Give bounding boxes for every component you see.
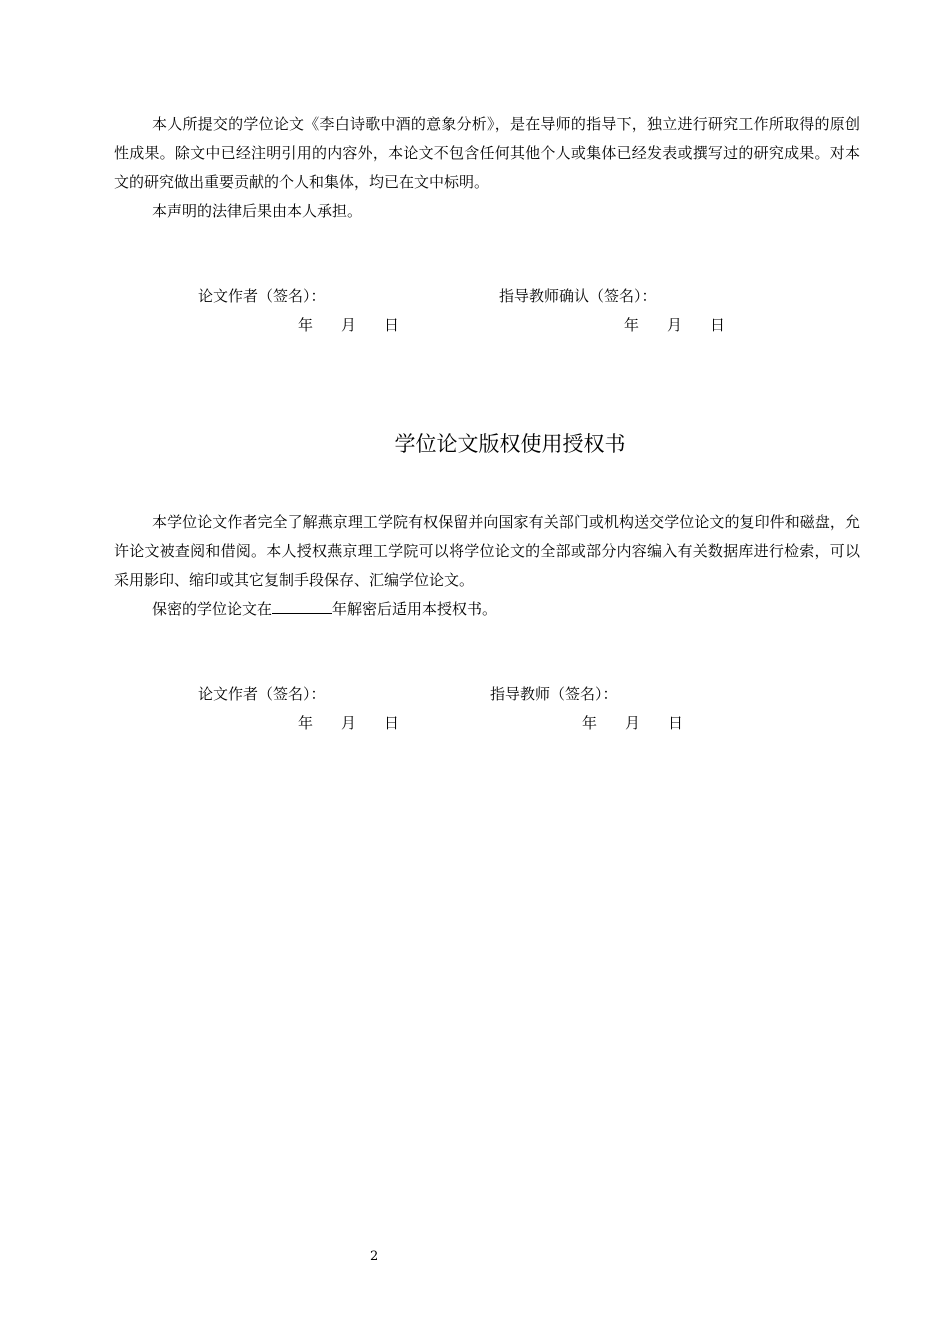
declaration-advisor-date — [624, 315, 725, 335]
authorization-advisor-signature-label: 指导教师（签名）： — [490, 685, 618, 703]
authorization-confidential-note — [114, 595, 860, 624]
declaration-advisor-signature-label: 指导教师确认（签名）： — [499, 287, 657, 305]
authorization-author-date — [298, 713, 399, 733]
declaration-author-date — [298, 315, 399, 335]
declaration-author-signature-label: 论文作者（签名）： — [198, 287, 326, 305]
year-blank — [272, 599, 332, 614]
authorization-title: 学位论文版权使用授权书 — [394, 432, 626, 456]
date-day: 日 — [710, 316, 726, 334]
confidential-suffix: 年解密后适用本授权书。 — [332, 600, 498, 618]
date-month: 月 — [341, 714, 357, 732]
date-year: 年 — [624, 316, 640, 334]
date-year: 年 — [298, 714, 314, 732]
date-day: 日 — [668, 714, 684, 732]
date-year: 年 — [298, 316, 314, 334]
date-month: 月 — [667, 316, 683, 334]
declaration-paragraph: 本人所提交的学位论文《李白诗歌中酒的意象分析》，是在导师的指导下，独立进行研究工作所取得的原创性成果。除文中已经注明引用的内容外，本论文不包含任何其他个人或集体已经发表或撰写过的研究成果。对本文的研究做出重要贡献的个人和集体，均已在文中标明。 — [114, 115, 860, 191]
authorization-paragraph: 本学位论文作者完全了解燕京理工学院有权保留并向国家有关部门或机构送交学位论文的复印件和磁盘，允许论文被查阅和借阅。本人授权燕京理工学院可以将学位论文的全部或部分内容编入有关数据库进行检索，可以采用影印、缩印或其它复制手段保存、汇编学位论文。 — [114, 513, 860, 589]
page-number: 2 — [370, 1249, 379, 1264]
date-month: 月 — [625, 714, 641, 732]
date-day: 日 — [384, 714, 400, 732]
authorization-author-signature-label: 论文作者（签名）： — [198, 685, 326, 703]
date-day: 日 — [384, 316, 400, 334]
date-year: 年 — [582, 714, 598, 732]
declaration-legal-note: 本声明的法律后果由本人承担。 — [152, 202, 363, 220]
date-month: 月 — [341, 316, 357, 334]
confidential-prefix: 保密的学位论文在 — [152, 600, 273, 618]
authorization-advisor-date — [582, 713, 683, 733]
